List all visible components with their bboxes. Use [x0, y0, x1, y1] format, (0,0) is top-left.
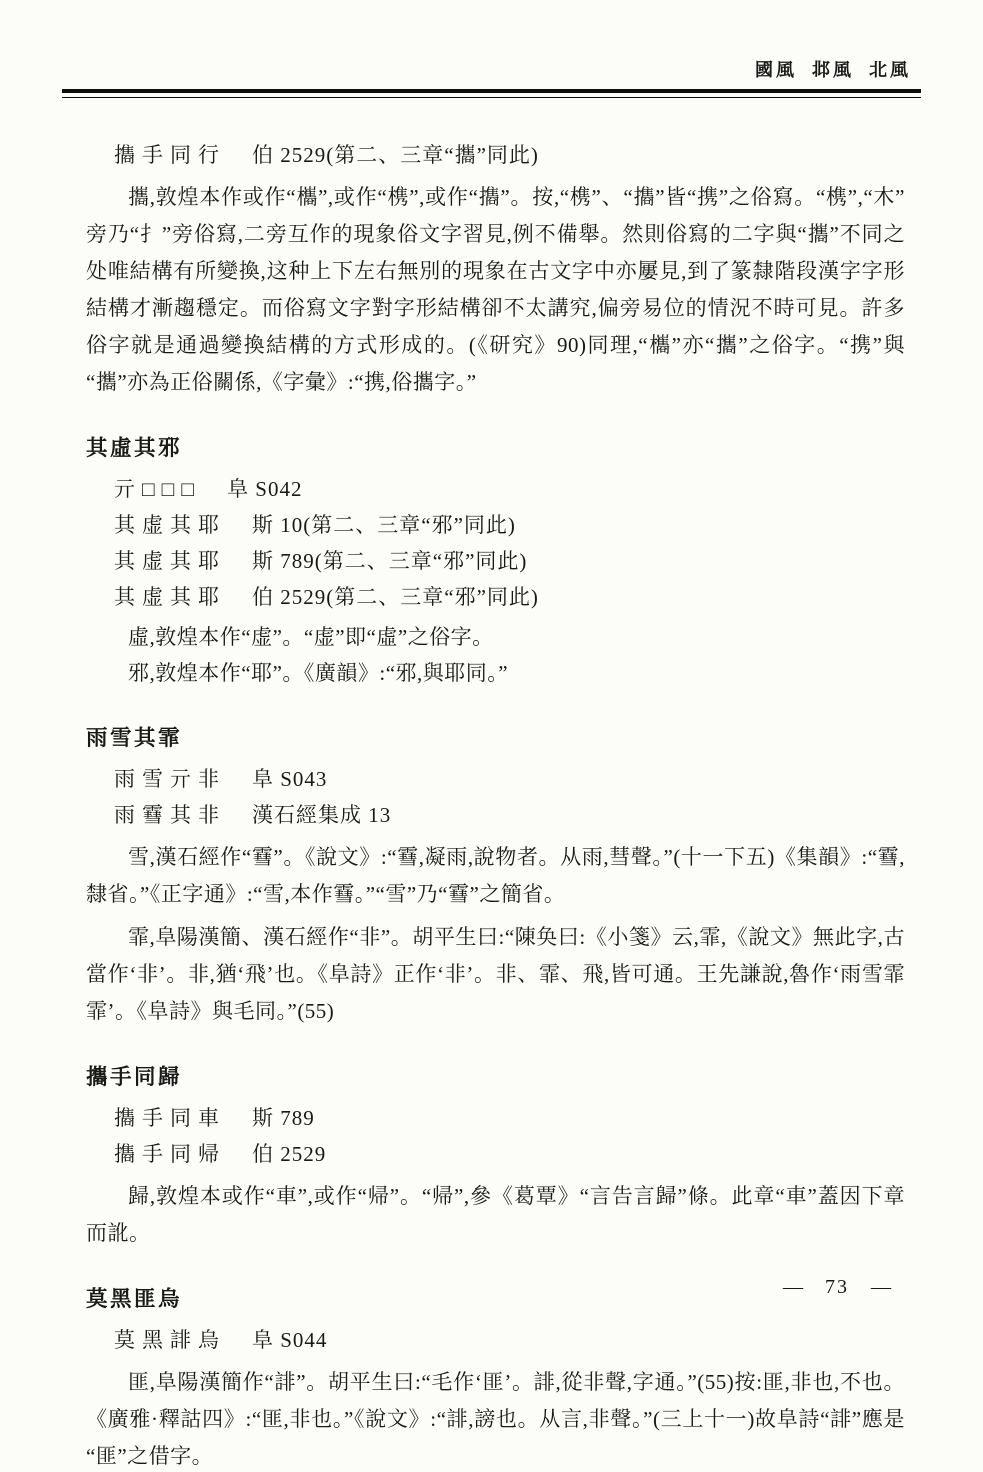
entry-phrase: 㩦手同帰	[114, 1142, 226, 1166]
section-heading: 雨雪其霏	[86, 726, 183, 750]
entry-line	[114, 579, 905, 615]
entry-line	[114, 471, 905, 507]
entry-source: 阜 S043	[252, 767, 328, 791]
section-qi-xu-qi-xie	[86, 433, 905, 691]
commentary-paragraph: 霏,阜陽漢簡、漢石經作“非”。胡平生曰:“陳奂曰:《小箋》云,霏,《說文》無此字,古當作‘非’。非,猶‘飛’也。《阜詩》正作‘非’。非、霏、飛,皆可通。王先謙說,魯作‘雨雪霏霏’。《阜詩》與毛同。”(55)	[86, 925, 905, 1023]
section-yu-xue-qi-fei	[86, 723, 905, 1030]
notes-block	[86, 619, 905, 691]
entry-line	[114, 797, 905, 833]
entry-line	[114, 1136, 905, 1172]
page-number-dash-left: —	[783, 1276, 803, 1298]
entry-line	[114, 543, 905, 579]
entry-source: 伯 2529	[252, 1142, 327, 1166]
entry-phrase: 雨䨮其非	[114, 803, 226, 827]
entry-line	[114, 761, 905, 797]
section-xie-shou-tong-gui	[86, 1062, 905, 1252]
entry-line	[114, 507, 905, 543]
entry-source: 伯 2529(第二、三章“攜”同此)	[252, 143, 539, 167]
page-number-dash-right: —	[871, 1276, 891, 1298]
entry-source: 阜 S044	[252, 1328, 328, 1352]
entry-line	[114, 138, 905, 173]
entry-phrase: 㩦手同行	[114, 143, 226, 167]
entry-phrase: 莫黑誹烏	[114, 1328, 226, 1352]
entry-phrase: 其虚其耶	[114, 585, 226, 609]
section-heading: 攜手同歸	[86, 1065, 183, 1089]
entry-source: 漢石經集成 13	[252, 803, 392, 827]
entry-source: 斯 10(第二、三章“邪”同此)	[252, 513, 516, 537]
entry-source: 斯 789(第二、三章“邪”同此)	[252, 549, 528, 573]
section-heading: 其虛其邪	[86, 436, 183, 460]
entry-line	[114, 1100, 905, 1136]
entry-source: 斯 789	[252, 1106, 315, 1130]
page-number	[783, 1276, 891, 1299]
entry-phrase: 其虚其耶	[114, 549, 226, 573]
commentary-paragraph: 攜,敦煌本作或作“欈”,或作“槜”,或作“㩦”。按,“槜”、“㩦”皆“携”之俗寫。“槜”,“木”旁乃“扌”旁俗寫,二旁互作的現象俗文字習見,例不備舉。然則俗寫的二字與“攜”不同之处唯結構有所變換,这种上下左右無別的現象在古文字中亦屢見,到了篆隸階段漢字字形結構才漸趨穩定。而俗寫文字對字形結構卻不太講究,偏旁易位的情況不時可見。許多俗字就是通過變換結構的方式形成的。(《研究》90)同理,“欈”亦“攜”之俗字。“携”與“攜”亦為正俗關係,《字彙》:“携,俗攜字。”	[86, 185, 905, 394]
commentary-paragraph: 歸,敦煌本或作“車”,或作“帰”。“帰”,參《葛覃》“言告言歸”條。此章“車”蓋因下章而訛。	[86, 1184, 905, 1245]
section-mo-hei-fei-wu	[86, 1284, 905, 1472]
entry-phrase: 雨雪亓非	[114, 767, 226, 791]
entry-source: 阜 S042	[227, 477, 303, 501]
intro-block	[86, 138, 905, 401]
page-number-value: 73	[825, 1276, 849, 1298]
section-heading: 莫黑匪烏	[86, 1287, 183, 1311]
commentary-paragraph: 雪,漢石經作“䨮”。《說文》:“䨮,凝雨,說物者。从雨,彗聲。”(十一下五)《集韻》:“䨮,隸省。”《正字通》:“雪,本作䨮。”“雪”乃“䨮”之簡省。	[86, 845, 905, 906]
commentary-paragraph: 匪,阜陽漢簡作“誹”。胡平生曰:“毛作‘匪’。誹,從非聲,字通。”(55)按:匪,非也,不也。《廣雅·釋詁四》:“匪,非也。”《說文》:“誹,謗也。从言,非聲。”(三上十一)故阜詩“誹”應是“匪”之借字。	[86, 1370, 905, 1468]
entry-line	[114, 1322, 905, 1358]
running-header: 國風 邶風 北風	[755, 60, 911, 80]
page-content	[86, 138, 905, 1472]
entry-source: 伯 2529(第二、三章“邪”同此)	[252, 585, 539, 609]
note-line: 虛,敦煌本作“虚”。“虚”即“虛”之俗字。	[128, 625, 494, 649]
entry-phrase: 亓□□□	[114, 477, 202, 501]
header-rule	[62, 89, 921, 98]
note-line: 邪,敦煌本作“耶”。《廣韻》:“邪,與耶同。”	[128, 661, 509, 685]
entry-phrase: 其虚其耶	[114, 513, 226, 537]
entry-phrase: 㩦手同車	[114, 1106, 226, 1130]
